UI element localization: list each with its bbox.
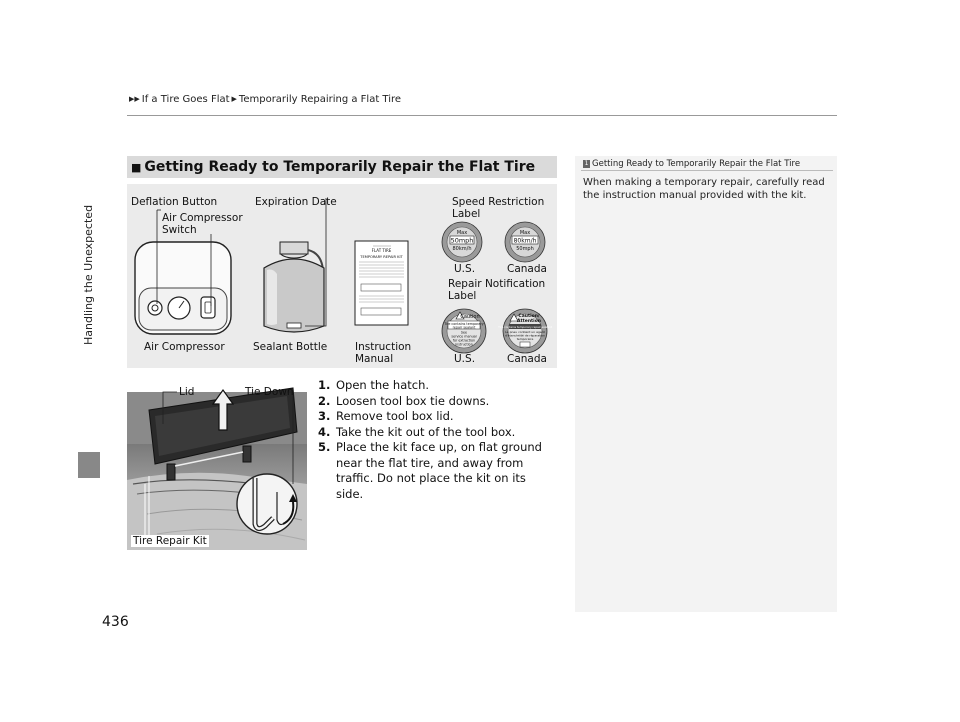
repair-us-l1: Tire contains temporary [444,322,484,326]
step-number: 3. [318,409,331,423]
speed-us-sub: 80km/h [452,246,472,252]
list-item [318,425,554,441]
repair-ca-head1: Caution/ [518,314,540,319]
repair-ca-l2: Le pneu contient un agent [505,330,545,334]
tool-box-illustration [127,384,307,550]
step-number: 4. [318,424,331,439]
repair-us-l6: instruction [455,342,473,347]
label-canada-repair: Canada [507,353,547,365]
label-us-repair: U.S. [454,353,476,365]
header-rule [127,115,837,116]
list-item [318,394,554,410]
label-lid: Lid [179,386,195,398]
label-expiration-date: Expiration Date [255,196,337,208]
repair-label-canada [497,309,553,353]
section-heading [127,156,557,178]
step-text: Take the kit out of the tool box. [336,424,516,439]
step-text: Remove tool box lid. [336,409,454,423]
label-deflation-button: Deflation Button [131,196,218,208]
speed-label-us [442,222,482,262]
repair-us-l3: See [460,330,468,335]
step-text: Place the kit face up, on flat ground near the flat tire, and away from traffic. Do not place the kit on its side. [336,440,542,501]
breadcrumb-arrow-icon: ▶▶ [129,95,140,103]
speed-ca-max: Max [519,230,531,236]
step-number: 2. [318,393,331,408]
list-item [318,378,554,394]
speed-us-max: Max [456,230,468,236]
repair-ca-l1: Tire contains temporary repair sealant [498,324,552,329]
label-us-speed: U.S. [454,263,476,275]
step-number: 1. [318,378,331,392]
instruction-manual-drawing [355,241,408,325]
kit-components-figure [127,184,557,368]
list-item [318,440,554,502]
label-repair-notification: Repair Notification Label [448,278,546,302]
speed-us-main: 50mph [450,236,474,245]
chapter-side-label: Handling the Unexpected [82,204,95,345]
air-compressor-drawing [135,242,231,334]
tie-down-detail-circle [237,474,297,534]
speed-label-canada [505,222,545,262]
breadcrumb-item[interactable]: Temporarily Repairing a Flat Tire [238,94,402,105]
repair-label-us [442,309,486,353]
label-air-compressor-switch: Air Compressor Switch [162,212,243,236]
label-sealant-bottle: Sealant Bottle [253,341,328,353]
label-speed-restriction: Speed Restriction Label [452,196,545,220]
repair-ca-l3: d'étanchéité de réparation [505,333,545,338]
repair-ca-l4: temporaire [516,337,534,341]
label-instruction-manual: Instruction Manual [355,341,412,365]
tool-box-figure [127,384,307,550]
manual-cover-title: FLAT TIRE [371,248,392,253]
repair-us-l4: service manual [451,334,477,339]
note-reference-icon: 1 [584,160,589,167]
section-square-icon: ■ [131,161,142,174]
page-number: 436 [102,614,129,630]
side-note-panel [575,156,837,612]
book-icon [520,342,530,347]
speed-ca-main: 80km/h [513,237,537,245]
step-text: Loosen tool box tie downs. [336,393,490,408]
chapter-tab-marker [78,452,100,478]
label-tire-repair-kit: Tire Repair Kit [133,535,207,547]
speed-ca-sub: 50mph [516,246,534,252]
repair-ca-head2: Attention [516,319,542,324]
label-tie-down: Tie Down [245,386,294,398]
step-text: Open the hatch. [336,378,430,392]
side-note-rule [581,170,833,171]
sealant-bottle-drawing [264,242,324,332]
breadcrumb-arrow-icon: ▶ [231,95,237,103]
breadcrumb [127,94,401,105]
repair-us-head: Caution [460,314,480,320]
list-item [318,409,554,425]
breadcrumb-item[interactable]: If a Tire Goes Flat [141,94,230,105]
manual-cover-subtitle: TEMPORARY REPAIR KIT [360,255,403,259]
label-air-compressor: Air Compressor [144,341,225,353]
side-note-title[interactable] [583,159,800,169]
repair-us-l5: for extraction [452,338,476,343]
side-note-title-text: Getting Ready to Temporarily Repair the Flat Tire [592,159,801,169]
procedure-steps [318,378,554,502]
side-note-body: When making a temporary repair, carefully read the instruction manual provided with the kit. [583,177,825,201]
section-heading-text: Getting Ready to Temporarily Repair the Flat Tire [144,159,536,175]
repair-us-l2: repair sealant [452,325,476,330]
step-number: 5. [318,440,331,454]
label-canada-speed: Canada [507,263,547,275]
